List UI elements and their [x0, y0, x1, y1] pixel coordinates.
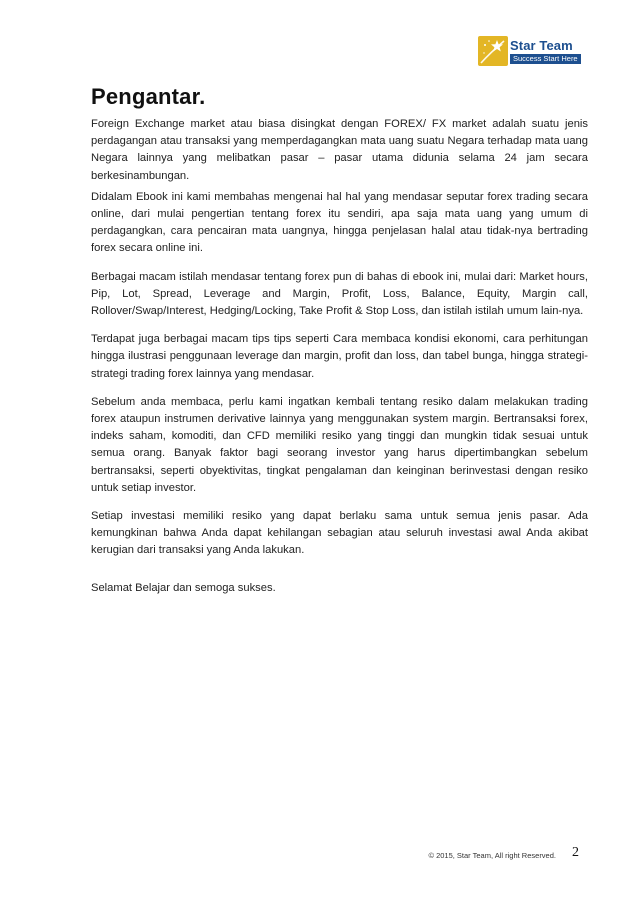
page-number: 2: [572, 845, 579, 860]
paragraph-risk-warning: Sebelum anda membaca, perlu kami ingatkan kembali tentang resiko dalam melakukan trading forex ataupun instrumen derivative lainnya yang menggunakan system margin. Bertransaksi forex, indeks saham, komoditi, dan CFD memiliki resiko yang tinggi dan mungkin tidak sesuai untuk semua orang. Banyak faktor bagi seorang investor yang harus dipertimbangkan sebelum bertransaksi, seperti obyektivitas, tingkat pengalaman dan keinginan berinvestasi dengan resiko untuk setiap investor.: [91, 395, 588, 494]
page-title: Pengantar.: [91, 84, 206, 109]
footer-copyright: © 2015, Star Team, All right Reserved.: [428, 851, 556, 860]
document-body: [91, 116, 588, 609]
paragraph-forex-terms: Berbagai macam istilah mendasar tentang forex pun di bahas di ebook ini, mulai dari: Market hours, Pip, Lot, Spread, Leverage and Margin, Profit, Loss, Balance, Equity, Margin call, Rollover/Swap/Interest, Hedging/Locking, Take Profit & Stop Loss, dan istilah istilah umum lain-nya.: [91, 270, 588, 318]
paragraph-closing: Selamat Belajar dan semoga sukses.: [91, 581, 276, 594]
paragraph-trading-tips: Terdapat juga berbagai macam tips tips seperti Cara membaca kondisi ekonomi, cara perhitungan hingga ilustrasi penggunaan leverage dan margin, profit dan loss, dan tabel bunga, hingga strategi-strategi trading forex lainnya yang mendasar.: [91, 333, 588, 380]
logo-tagline: Success Start Here: [510, 54, 581, 64]
paragraph-ebook-overview: Didalam Ebook ini kami membahas mengenai hal hal yang mendasar seputar forex trading secara online, dari mulai pengertian tentang forex itu sendiri, apa saja mata uang yang umum di perdagangkan, cara pencairan mata uangnya, hingga penjelasan halal atau tidak-nya bertrading forex secara online ini.: [91, 190, 588, 255]
star-team-logo: [478, 36, 584, 70]
paragraph-forex-definition: Foreign Exchange market atau biasa disingkat dengan FOREX/ FX market adalah suatu jenis perdagangan atau transaksi yang memperdagangkan mata uang suatu Negara terhadap mata uang Negara lainnya yang melibatkan pasar – pasar utama didunia selama 24 jam secara berkesinambungan.: [91, 118, 588, 182]
logo-title: Star Team: [510, 38, 573, 53]
paragraph-investment-risk: Setiap investasi memiliki resiko yang dapat berlaku sama untuk semua jenis pasar. Ada kemungkinan bahwa Anda dapat kehilangan sebagian atau seluruh investasi awal Anda akibat kerugian dari transaksi yang Anda lakukan.: [91, 510, 588, 557]
star-icon: [478, 36, 508, 66]
